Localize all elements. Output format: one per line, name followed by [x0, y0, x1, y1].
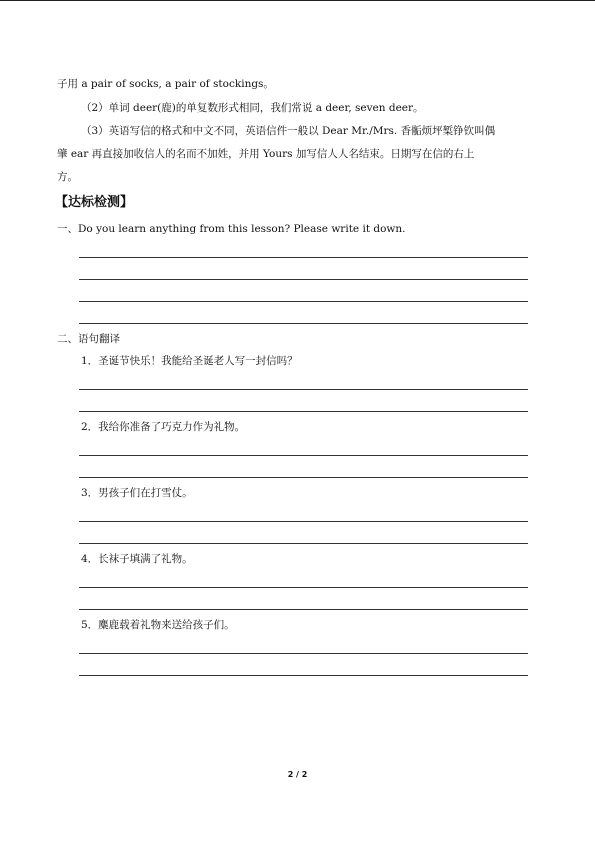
answer-line [79, 301, 528, 302]
answer-line [79, 675, 528, 676]
answer-line [79, 477, 528, 478]
note-line-1: 子用 a pair of socks, a pair of stockings。 [57, 78, 274, 90]
note-line-2: （2）单词 deer(鹿)的单复数形式相同，我们常说 a deer, seven deer。 [81, 102, 424, 114]
answer-line [79, 609, 528, 610]
answer-line [79, 587, 528, 588]
answer-line [79, 323, 528, 324]
translation-item-5: 5．麋鹿载着礼物来送给孩子们。 [81, 619, 235, 631]
answer-line [79, 411, 528, 412]
part1-heading: 一、Do you learn anything from this lesson? Please write it down. [57, 223, 406, 235]
answer-line [79, 543, 528, 544]
answer-line [79, 455, 528, 456]
answer-line [79, 389, 528, 390]
page-number: 2 / 2 [287, 770, 308, 779]
note-line-4: 肇 ear 再直接加收信人的名而不加姓，并用 Yours 加写信人人名结束。日期写在信的右上 [57, 148, 475, 160]
translation-item-1: 1．圣诞节快乐！我能给圣诞老人写一封信吗？ [81, 355, 298, 367]
answer-line [79, 653, 528, 654]
translation-item-2: 2．我给你准备了巧克力作为礼物。 [81, 421, 246, 433]
answer-line [79, 521, 528, 522]
note-line-3: （3）英语写信的格式和中文不同，英语信件一般以 Dear Mr./Mrs. 香骺烦坪椠铮钦叫偶 [81, 125, 496, 137]
note-line-5: 方。 [57, 171, 78, 183]
answer-line [79, 257, 528, 258]
answer-line [79, 279, 528, 280]
page-top-border [0, 0, 595, 1]
part2-heading: 二、语句翻译 [57, 333, 120, 345]
section-title: 【达标检测】 [55, 195, 134, 210]
translation-item-4: 4．长袜子填满了礼物。 [81, 553, 193, 565]
translation-item-3: 3．男孩子们在打雪仗。 [81, 487, 193, 499]
